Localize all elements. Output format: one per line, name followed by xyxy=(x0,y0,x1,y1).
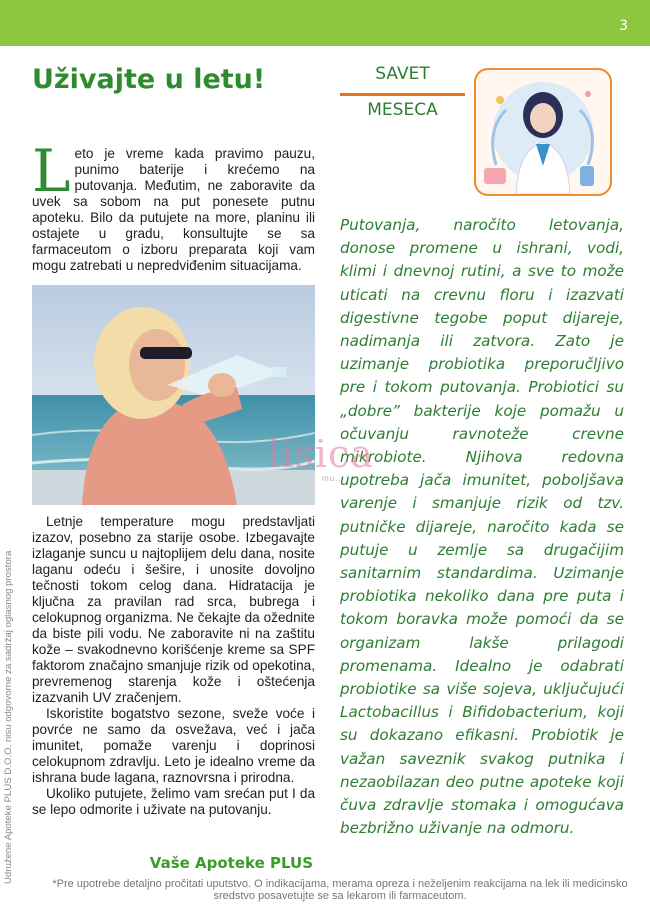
pharmacist-icon xyxy=(476,70,610,194)
footnote: *Pre upotrebe detaljno pročitati uputstvo. O indikacijama, merama opreza i neželjenim reakcijama na lek ili medicinsko sredstvo posavetujte se sa lekarom ili farmaceutom. xyxy=(52,878,628,902)
paragraph-travel: Ukoliko putujete, želimo vam srećan put I da se lepo odmorite i uživate na putovanju. xyxy=(32,786,315,817)
intro-paragraph xyxy=(32,137,315,274)
article-title: Uživajte u letu! xyxy=(32,64,266,95)
top-green-bar xyxy=(0,0,650,46)
meseca-label: MESECA xyxy=(367,100,438,120)
body-paragraphs xyxy=(32,514,315,818)
drop-cap: L xyxy=(32,137,71,205)
intro-text: eto je vreme kada pravimo pauzu, punimo baterije i krećemo na putovanja. Međutim, ne zaboravite da uvek sa sobom na put ponesete putnu apoteku. Bilo da putujete na more, planinu ili ostajete u gradu, konsultujte se sa farmaceutom o izboru preparata koji vam mogu zatrebati u nepredviđenim situacijama. xyxy=(32,146,315,273)
paragraph-summer: Letnje temperature mogu predstavljati izazov, posebno za starije osobe. Izbegavajte izlaganje suncu u najtoplijem delu dana, nosite laganu odeću i šešire, i unosite dovoljno tečnosti tokom celog dana. Hidratacija je ključna za pravilan rad srca, bubrega i celokupnog organizma. Ne čekajte da ožednite da biste pili vodu. Ne zaboravite ni na zaštitu kože – svakodnevno korišćenje kreme sa SPF faktorom značajno smanjuje rizik od opekotina, prevremenog starenja kože i oštećenja izazvanih UV zračenjem. xyxy=(32,514,315,705)
advice-text xyxy=(340,214,624,840)
savet-label: SAVET xyxy=(375,64,430,84)
pharmacist-illustration xyxy=(474,68,612,196)
page-number: 3 xyxy=(619,18,628,34)
paragraph-season: Iskoristite bogatstvo sezone, sveže voće i povrće ne samo da osvežava, već i jača imunitet, pomaže varenju i doprinosi celokupnom zdravlju. Leto je idealno vreme da ishrana bude lagana, raznovrsna i prirodna. xyxy=(32,706,315,785)
orange-divider xyxy=(340,93,465,96)
watermark-logo: lisica xyxy=(268,432,374,476)
vertical-disclaimer: Udružene Apoteke PLUS D.O.O. nisu odgovorne za sadržaj oglasnog prostora xyxy=(3,550,14,884)
watermark-subtext: mu... xyxy=(322,474,345,483)
signature: Vaše Apoteke PLUS xyxy=(149,854,313,872)
advice-paragraph: Putovanja, naročito letovanja, donose promene u ishrani, vodi, klimi i dnevnoj rutini, a sve to može uticati na crevnu floru i izazvati digestivne tegobe poput dijareje, nadimanja ili zatvora. Zato je uzimanje probiotika preporučljivo pre i tokom putovanja. Probiotici su „dobre” bakterije koje pomažu u očuvanju ravnoteže crevne mikrobiote. Njihova redovna upotreba jača imunitet, poboljšava varenje i smanjuje rizik od tzv. putničke dijareje, naročito kada se putuje u zemlje sa drugačijim sanitarnim standardima. Uzimanje probiotika nekoliko dana pre puta i tokom boravka može pomoći da se organizam lakše prilagodi promenama. Idealno je odabrati probiotike sa više sojeva, uključujući Lactobacillus i Bifidobacterium, koji su dokazano efikasni. Probiotik je važan saveznik svakog putnika i nezaobilazan deo putne apoteke koji čuva zdravlje stomaka i omogućava bezbrižno uživanje na odmoru. xyxy=(340,216,624,838)
